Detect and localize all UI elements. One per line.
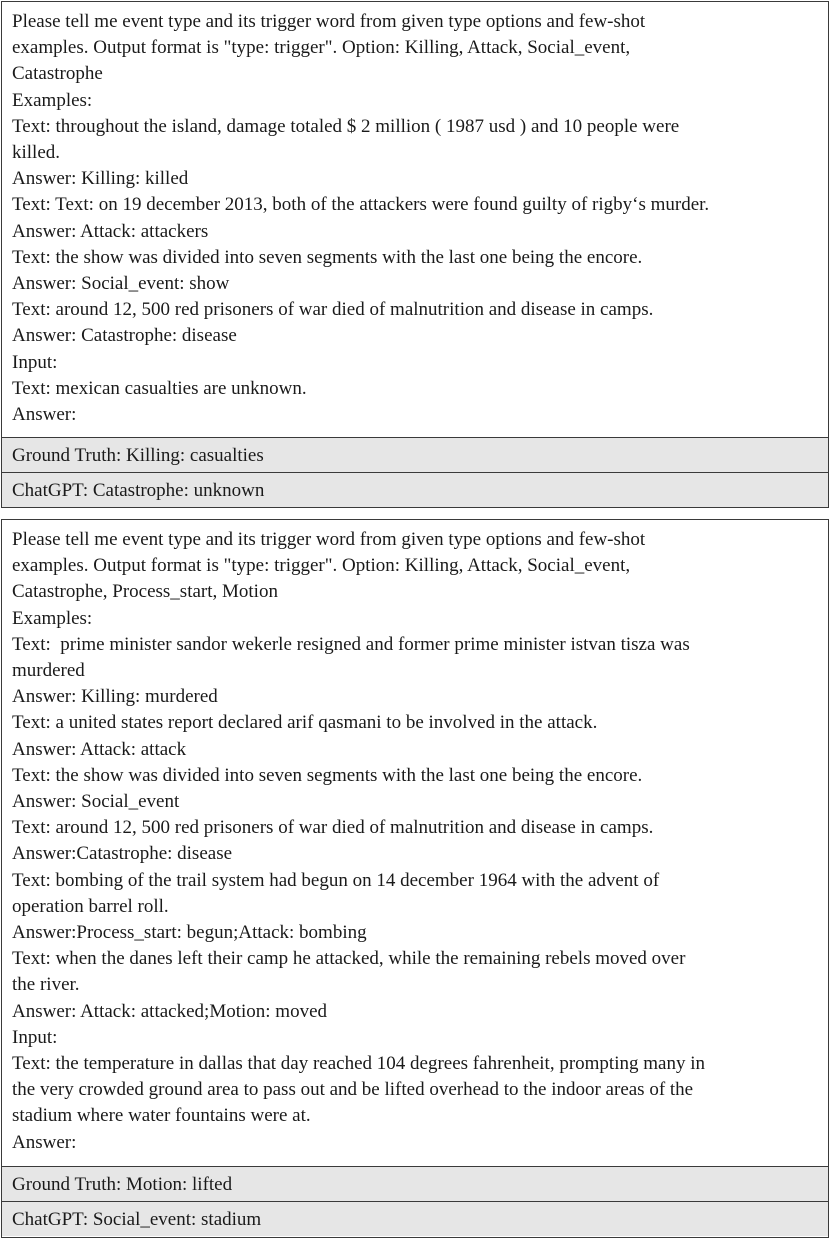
prompt-text <box>2 2 828 437</box>
prompt-line: Catastrophe <box>12 63 103 85</box>
prompt-line: Text: throughout the island, damage totaled $ 2 million ( 1987 usd ) and 10 people were <box>12 115 680 137</box>
prompt-line: Please tell me event type and its trigger word from given type options and few-shot <box>12 529 646 550</box>
prompt-line: Input: <box>12 351 58 373</box>
prompt-line: Answer: <box>12 404 77 426</box>
ground-truth-row: Ground Truth: Motion: lifted <box>2 1166 828 1201</box>
ground-truth-row: Ground Truth: Killing: casualties <box>2 437 828 472</box>
prompt-line: the river. <box>12 974 80 996</box>
prompt-line: Text: mexican casualties are unknown. <box>12 377 307 399</box>
prompt-line: Text: around 12, 500 red prisoners of war died of malnutrition and disease in camps. <box>12 817 654 839</box>
chatgpt-row: ChatGPT: Social_event: stadium <box>2 1201 828 1236</box>
prompt-line: Text: around 12, 500 red prisoners of war died of malnutrition and disease in camps. <box>12 299 654 321</box>
prompt-line: Text: prime minister sandor wekerle resigned and former prime minister istvan tisza was <box>12 633 690 655</box>
prompt-line: Answer: Killing: murdered <box>12 686 218 708</box>
prompt-line: Please tell me event type and its trigger word from given type options and few-shot <box>12 11 646 32</box>
prompt-line: the very crowded ground area to pass out and be lifted overhead to the indoor areas of the <box>12 1079 694 1101</box>
prompt-line: Answer: <box>12 1131 77 1153</box>
prompt-line: Input: <box>12 1026 58 1048</box>
prompt-line: examples. Output format is "type: trigger". Option: Killing, Attack, Social_event, <box>12 37 631 59</box>
prompt-line: Answer:Catastrophe: disease <box>12 843 233 865</box>
prompt-text <box>2 520 828 1166</box>
prompt-line: Text: when the danes left their camp he attacked, while the remaining rebels moved over <box>12 948 686 970</box>
prompt-line: Text: bombing of the trail system had begun on 14 december 1964 with the advent of <box>12 869 660 891</box>
prompt-line: Answer: Attack: attackers <box>12 220 209 242</box>
prompt-line: Examples: <box>12 607 93 629</box>
prompt-line: Answer: Attack: attacked;Motion: moved <box>12 1000 328 1022</box>
prompt-line: operation barrel roll. <box>12 895 169 917</box>
prompt-line: Answer: Social_event: show <box>12 273 230 295</box>
prompt-line: Examples: <box>12 89 93 111</box>
prompt-line: Answer:Process_start: begun;Attack: bombing <box>12 922 367 944</box>
example-panel-2 <box>1 519 829 1238</box>
prompt-line: examples. Output format is "type: trigger". Option: Killing, Attack, Social_event, <box>12 555 631 577</box>
prompt-line: stadium where water fountains were at. <box>12 1105 311 1127</box>
prompt-line: Text: the show was divided into seven segments with the last one being the encore. <box>12 764 643 786</box>
prompt-line: Text: the show was divided into seven segments with the last one being the encore. <box>12 246 643 268</box>
prompt-line: killed. <box>12 142 61 164</box>
prompt-line: Answer: Attack: attack <box>12 738 187 760</box>
prompt-line: murdered <box>12 660 85 682</box>
prompt-line: Answer: Killing: killed <box>12 168 189 190</box>
chatgpt-row: ChatGPT: Catastrophe: unknown <box>2 472 828 507</box>
prompt-line: Text: Text: on 19 december 2013, both of the attackers were found guilty of rigby‘s murder. <box>12 194 710 216</box>
prompt-line: Catastrophe, Process_start, Motion <box>12 581 278 603</box>
prompt-line: Text: a united states report declared arif qasmani to be involved in the attack. <box>12 712 598 734</box>
prompt-line: Answer: Social_event <box>12 791 180 813</box>
prompt-line: Answer: Catastrophe: disease <box>12 325 237 347</box>
prompt-line: Text: the temperature in dallas that day reached 104 degrees fahrenheit, prompting many in <box>12 1053 705 1075</box>
example-panel-1 <box>1 1 829 508</box>
